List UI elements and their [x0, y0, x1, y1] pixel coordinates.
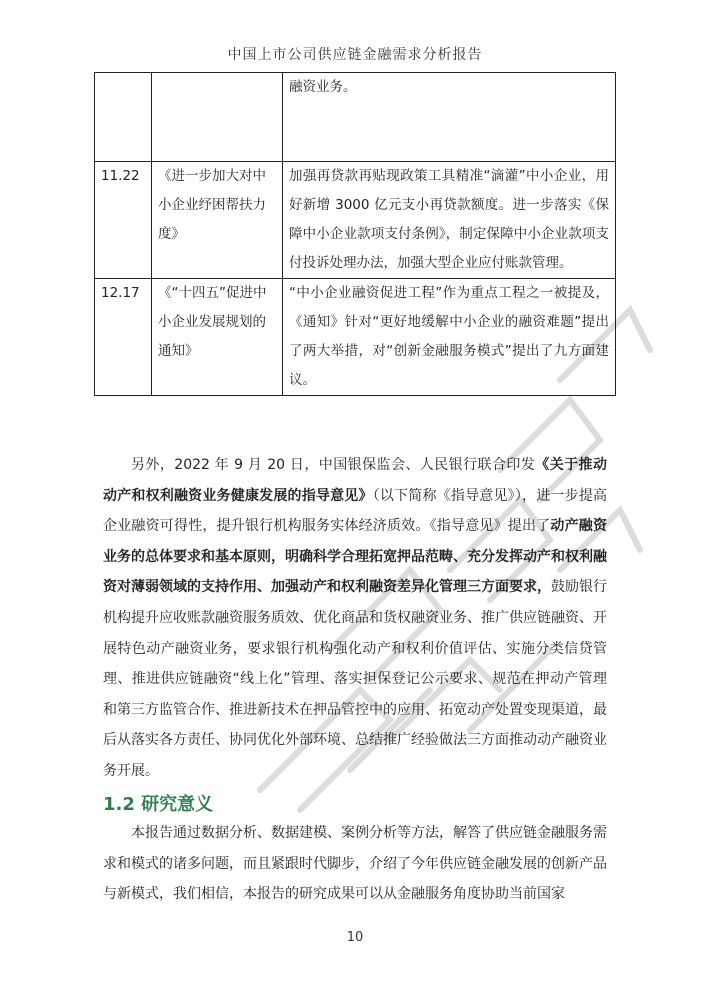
body-paragraph-guidance — [103, 450, 607, 787]
running-header: 中国上市公司供应链金融需求分析报告 — [227, 47, 483, 63]
body-paragraph-significance: 本报告通过数据分析、数据建模、案例分析等方法，解答了供应链金融服务需求和模式的诸多问题，而且紧跟时代脚步，介绍了今年供应链金融发展的创新产品与新模式，我们相信，本报告的研究成果可以从金融服务角度协助当前国家 — [103, 825, 607, 903]
table-cell-description: 融资业务。 — [283, 73, 616, 162]
table-cell-policy-name: 《进一步加大对中小企业纾困帮扶力度》 — [152, 162, 283, 279]
paragraph-text: （以下简称《指导意见》），进一步提高企业融资可得性，提升银行机构服务实体经济质效。《指导意见》提出了 — [103, 487, 608, 535]
table-cell-description: 加强再贷款再贴现政策工具精准“滴灌”中小企业，用好新增 3000 亿元支小再贷款额度。进一步落实《保障中小企业款项支付条例》，制定保障中小企业款项支付投诉处理办法，加强大型企业应付账款管理。 — [283, 162, 616, 279]
bold-key-requirements: 动产融资业务的总体要求和基本原则，明确科学合理拓宽押品范畴、充分发挥动产和权利融资对薄弱领域的支持作用、加强动产和权利融资差异化管理三方面要求， — [103, 518, 608, 596]
table-row — [95, 162, 616, 279]
table-cell-date: 12.17 — [95, 279, 152, 396]
section-heading: 1.2 研究意义 — [103, 794, 214, 815]
page-number: 10 — [346, 930, 364, 945]
paragraph-text: 鼓励银行机构提升应收账款融资服务质效、优化商品和货权融资业务、推广供应链融资、开展特色动产融资业务，要求银行机构强化动产和权利价值评估、实施分类信贷管理、推进供应链融资“线上化”管理、落实担保登记公示要求、规范在押动产管理和第三方监管合作、推进新技术在押品管控中的应用、拓宽动产处置变现渠道，最后从落实各方责任、协同优化外部环境、总结推广经验做法三方面推动动产融资业务开展。 — [103, 579, 607, 779]
table-row — [95, 73, 616, 162]
table-cell-date: 11.22 — [95, 162, 152, 279]
bold-document-title: 《关于推动动产和权利融资业务健康发展的指导意见》 — [103, 457, 607, 504]
policy-table — [94, 72, 616, 396]
paragraph-text: 另外，2022 年 9 月 20 日，中国银保监会、人民银行联合印发 — [131, 457, 536, 473]
table-row — [95, 279, 616, 396]
table-cell-date — [95, 73, 152, 162]
table-cell-policy-name — [152, 73, 283, 162]
table-cell-policy-name: 《“十四五”促进中小企业发展规划的通知》 — [152, 279, 283, 396]
table-cell-description: “中小企业融资促进工程”作为重点工程之一被提及，《通知》针对“更好地缓解中小企业的融资难题”提出了两大举措，对“创新金融服务模式”提出了九方面建议。 — [283, 279, 616, 396]
